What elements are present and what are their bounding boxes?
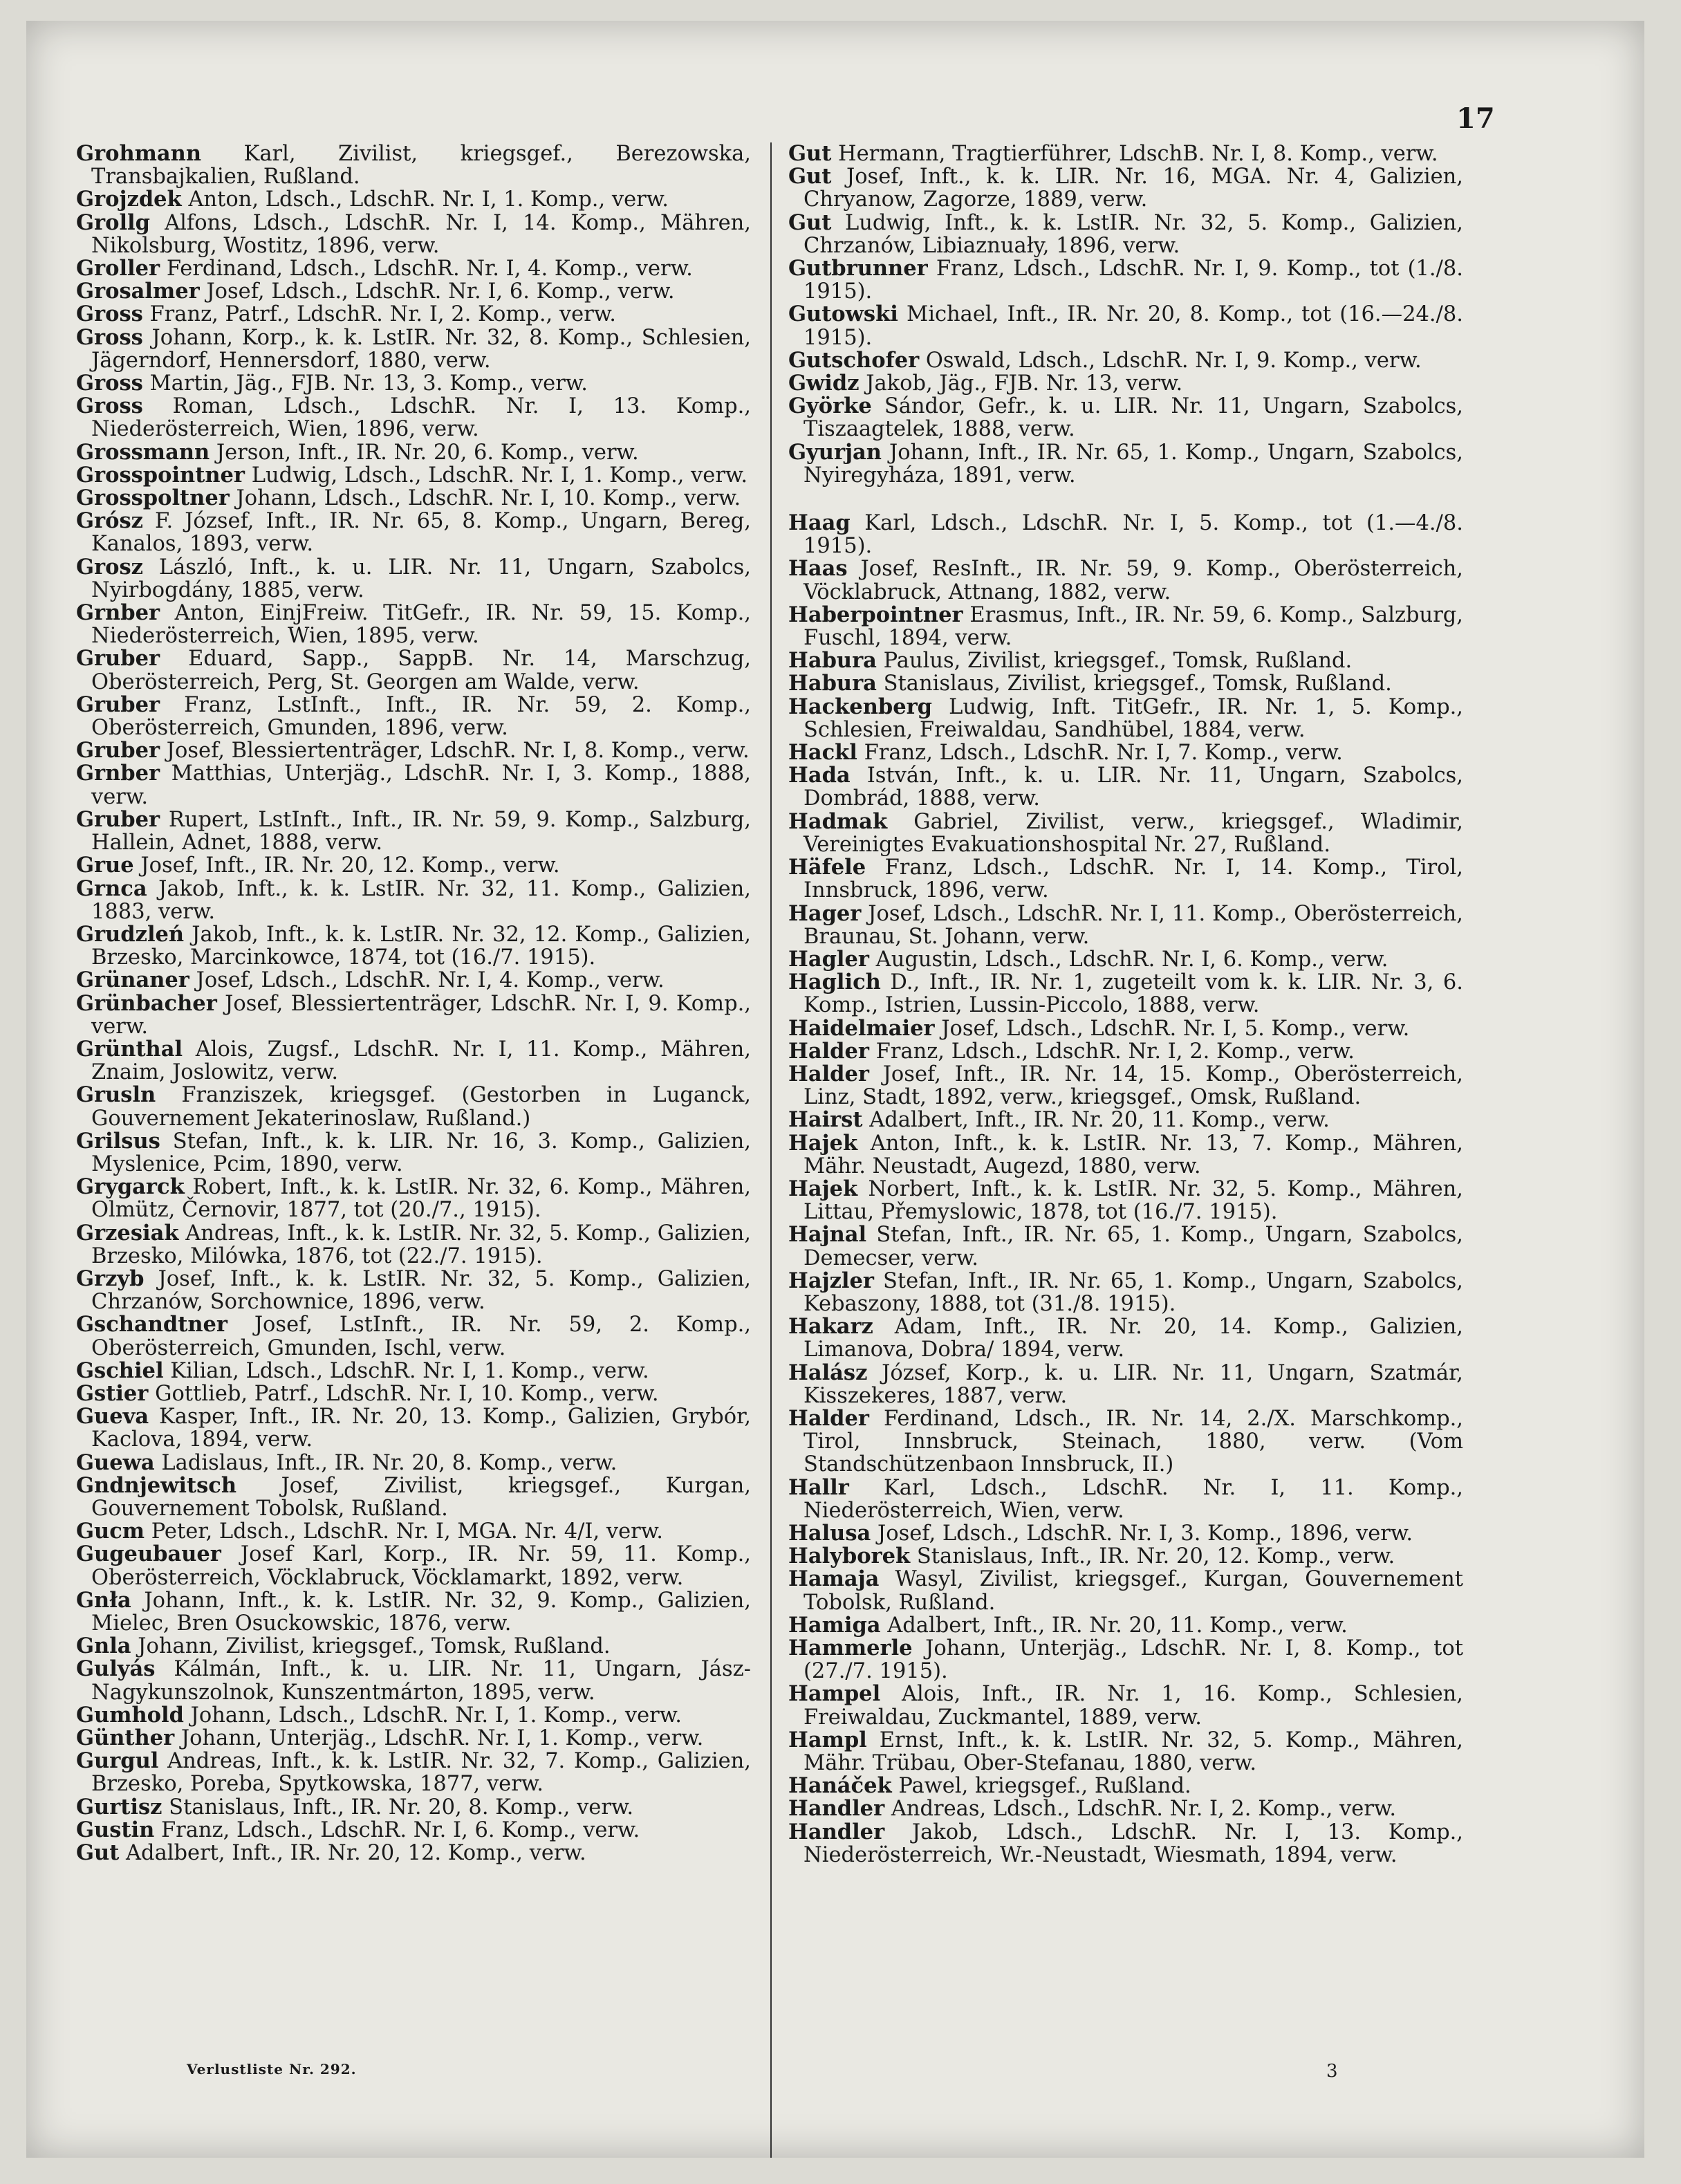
entry-surname: Grnber bbox=[76, 761, 160, 786]
page-number: 17 bbox=[1456, 102, 1495, 135]
entry-surname: Hada bbox=[788, 763, 851, 788]
right-column bbox=[788, 142, 1463, 1867]
casualty-entry bbox=[788, 856, 1463, 902]
casualty-entry bbox=[76, 694, 751, 739]
entry-details: Josef, Inft., IR. Nr. 14, 15. Komp., Oberösterreich, Linz, Stadt, 1892, verw., kriegsgef., Omsk, Rußland. bbox=[804, 1062, 1463, 1110]
entry-surname: Grünthal bbox=[76, 1036, 183, 1062]
casualty-entry bbox=[788, 1545, 1463, 1568]
entry-details: Paulus, Zivilist, kriegsgef., Tomsk, Rußland. bbox=[883, 649, 1353, 674]
casualty-entry bbox=[788, 395, 1463, 441]
casualty-entry bbox=[788, 696, 1463, 741]
entry-details: Alfons, Ldsch., LdschR. Nr. I, 14. Komp., Mähren, Nikolsburg, Wostitz, 1896, verw. bbox=[91, 210, 751, 258]
casualty-entry bbox=[76, 1750, 751, 1795]
casualty-entry bbox=[76, 1819, 751, 1842]
entry-surname: Grygarck bbox=[76, 1174, 185, 1200]
entry-surname: Hajzler bbox=[788, 1268, 874, 1293]
casualty-entry bbox=[788, 604, 1463, 649]
entry-details: Anton, EinjFreiw. TitGefr., IR. Nr. 59, 15. Komp., Niederösterreich, Wien, 1895, verw. bbox=[91, 601, 751, 649]
casualty-entry bbox=[76, 1382, 751, 1405]
entry-surname: Gut bbox=[788, 141, 832, 166]
entry-details: Josef, Ldsch., LdschR. Nr. I, 3. Komp., 1896, verw. bbox=[877, 1521, 1413, 1546]
casualty-entry bbox=[788, 971, 1463, 1017]
entry-surname: Gurgul bbox=[76, 1748, 159, 1774]
entry-surname: Gross bbox=[76, 371, 143, 396]
entry-surname: Hajnal bbox=[788, 1222, 867, 1248]
entry-details: Gottlieb, Patrf., LdschR. Nr. I, 10. Komp., verw. bbox=[155, 1381, 659, 1406]
casualty-entry bbox=[76, 808, 751, 854]
entry-details: Josef, Blessiertenträger, LdschR. Nr. I, 8. Komp., verw. bbox=[166, 739, 750, 764]
entry-details: Jakob, Inft., k. k. LstIR. Nr. 32, 12. Komp., Galizien, Brzesko, Marcinkowce, 1874, tot (16./7. 1915). bbox=[91, 922, 751, 970]
entry-surname: Grünaner bbox=[76, 968, 189, 993]
casualty-entry bbox=[76, 762, 751, 808]
casualty-entry bbox=[76, 188, 751, 211]
entry-details: Josef, Zivilist, kriegsgef., Kurgan, Gouvernement Tobolsk, Rußland. bbox=[91, 1473, 751, 1521]
casualty-entry bbox=[788, 900, 1463, 949]
entry-surname: Gschandtner bbox=[76, 1312, 227, 1338]
entry-details: Franz, Ldsch., LdschR. Nr. I, 6. Komp., verw. bbox=[160, 1817, 640, 1842]
entry-surname: Hager bbox=[788, 900, 862, 926]
entry-details: Hermann, Tragtierführer, LdschB. Nr. I, 8. Komp., verw. bbox=[838, 142, 1438, 166]
entry-details: Jakob, Jäg., FJB. Nr. 13, verw. bbox=[866, 371, 1183, 396]
entry-surname: Gutowski bbox=[788, 302, 898, 327]
casualty-entry bbox=[76, 395, 751, 441]
casualty-entry bbox=[76, 280, 751, 303]
entry-details: István, Inft., k. u. LIR. Nr. 11, Ungarn, Szabolcs, Dombrád, 1888, verw. bbox=[804, 764, 1463, 811]
entry-details: Eduard, Sapp., SappB. Nr. 14, Marschzug, Oberösterreich, Perg, St. Georgen am Walde, verw. bbox=[91, 647, 752, 694]
entry-details: Franz, Ldsch., LdschR. Nr. I, 7. Komp., verw. bbox=[864, 741, 1343, 766]
entry-surname: Halusa bbox=[788, 1520, 871, 1546]
casualty-entry bbox=[788, 1797, 1463, 1820]
entry-surname: Gurtisz bbox=[76, 1794, 162, 1820]
entry-surname: Gucm bbox=[76, 1519, 145, 1544]
casualty-entry bbox=[76, 1452, 751, 1474]
entry-surname: Haglich bbox=[788, 970, 881, 995]
casualty-entry bbox=[788, 303, 1463, 349]
column-divider bbox=[770, 142, 772, 2158]
casualty-entry bbox=[76, 854, 751, 877]
entry-details: Robert, Inft., k. k. LstIR. Nr. 32, 6. Komp., Mähren, Olmütz, Černovir, 1877, tot (20./7., 1915). bbox=[91, 1175, 751, 1223]
entry-details: Ludwig, Ldsch., LdschR. Nr. I, 1. Komp., verw. bbox=[251, 463, 748, 488]
entry-surname: Gruber bbox=[76, 806, 160, 832]
casualty-entry bbox=[76, 602, 751, 647]
entry-surname: Hamaja bbox=[788, 1566, 880, 1592]
entry-details: F. József, Inft., IR. Nr. 65, 8. Komp., Ungarn, Bereg, Kanalos, 1893, verw. bbox=[91, 509, 751, 557]
entry-details: Josef, ResInft., IR. Nr. 59, 9. Komp., Oberösterreich, Vöcklabruck, Attnang, 1882, verw. bbox=[804, 557, 1463, 604]
entry-surname: Grossmann bbox=[76, 439, 210, 465]
entry-surname: Grosalmer bbox=[76, 279, 200, 304]
entry-details: Stanislaus, Zivilist, kriegsgef., Tomsk, Rußland. bbox=[883, 672, 1392, 696]
entry-surname: Grosspoltner bbox=[76, 485, 230, 511]
entry-surname: Habura bbox=[788, 671, 877, 696]
entry-details: Alois, Zugsf., LdschR. Nr. I, 11. Komp., Mähren, Znaim, Joslowitz, verw. bbox=[91, 1037, 751, 1085]
entry-details: Erasmus, Inft., IR. Nr. 59, 6. Komp., Salzburg, Fuschl, 1894, verw. bbox=[804, 602, 1463, 651]
entry-details: Stanislaus, Inft., IR. Nr. 20, 8. Komp., verw. bbox=[169, 1795, 634, 1820]
entry-surname: Guewa bbox=[76, 1450, 155, 1475]
entry-details: Johann, Unterjäg., LdschR. Nr. I, 8. Komp., tot (27./7. 1915). bbox=[804, 1636, 1463, 1684]
entry-surname: Hajek bbox=[788, 1176, 858, 1201]
entry-surname: Grojzdek bbox=[76, 187, 182, 212]
entry-surname: Handler bbox=[788, 1819, 885, 1844]
entry-details: Johann, Inft., IR. Nr. 65, 1. Komp., Ungarn, Szabolcs, Nyiregyháza, 1891, verw. bbox=[804, 440, 1463, 488]
casualty-entry bbox=[76, 1176, 751, 1221]
entry-details: Ladislaus, Inft., IR. Nr. 20, 8. Komp., verw. bbox=[161, 1450, 617, 1475]
entry-details: Andreas, Inft., k. k. LstIR. Nr. 32, 5. Komp., Galizien, Brzesko, Milówka, 1876, tot (22./7. 1915). bbox=[91, 1221, 751, 1268]
entry-details: Karl, Ldsch., LdschR. Nr. I, 11. Komp., Niederösterreich, Wien, verw. bbox=[804, 1475, 1463, 1523]
entry-details: Adalbert, Inft., IR. Nr. 20, 12. Komp., verw. bbox=[126, 1841, 586, 1866]
entry-surname: Habura bbox=[788, 648, 877, 674]
entry-surname: Haberpointner bbox=[788, 602, 963, 627]
entry-details: Johann, Unterjäg., LdschR. Nr. I, 1. Komp., verw. bbox=[180, 1726, 704, 1751]
entry-surname: Grollg bbox=[76, 210, 150, 235]
casualty-entry bbox=[788, 1178, 1463, 1223]
entry-surname: Gut bbox=[788, 164, 832, 189]
entry-details: Pawel, kriegsgef., Rußland. bbox=[898, 1774, 1191, 1799]
casualty-entry bbox=[788, 948, 1463, 971]
casualty-entry bbox=[788, 1637, 1463, 1683]
casualty-entry bbox=[788, 1109, 1463, 1131]
casualty-entry bbox=[76, 1589, 751, 1635]
casualty-entry bbox=[788, 1063, 1463, 1109]
entry-surname: Hajek bbox=[788, 1130, 858, 1156]
entry-details: Johann, Zivilist, kriegsgef., Tomsk, Rußland. bbox=[138, 1634, 611, 1659]
casualty-entry bbox=[76, 923, 751, 969]
casualty-entry bbox=[76, 1405, 751, 1451]
entry-details: Augustin, Ldsch., LdschR. Nr. I, 6. Komp., verw. bbox=[875, 947, 1389, 972]
entry-surname: Gutbrunner bbox=[788, 256, 928, 281]
entry-details: Alois, Inft., IR. Nr. 1, 16. Komp., Schlesien, Freiwaldau, Zuckmantel, 1889, verw. bbox=[804, 1682, 1464, 1730]
entry-surname: Gstier bbox=[76, 1380, 149, 1406]
casualty-entry bbox=[76, 969, 751, 992]
entry-details: Stefan, Inft., IR. Nr. 65, 1. Komp., Ungarn, Szabolcs, Demecser, verw. bbox=[804, 1223, 1463, 1270]
entry-surname: Grudzleń bbox=[76, 921, 185, 947]
entry-details: Oswald, Ldsch., LdschR. Nr. I, 9. Komp., verw. bbox=[925, 348, 1422, 373]
entry-surname: Hadmak bbox=[788, 808, 888, 834]
casualty-entry bbox=[788, 212, 1463, 257]
entry-surname: Hakarz bbox=[788, 1314, 873, 1340]
casualty-entry bbox=[788, 1132, 1463, 1178]
entry-surname: Györke bbox=[788, 394, 872, 419]
entry-surname: Grohmann bbox=[76, 141, 202, 166]
casualty-entry bbox=[76, 510, 751, 555]
entry-surname: Gross bbox=[76, 302, 143, 327]
casualty-entry bbox=[788, 649, 1463, 672]
entry-details: Kálmán, Inft., k. u. LIR. Nr. 11, Ungarn, Jász-Nagykunszolnok, Kunszentmárton, 1895, verw. bbox=[91, 1657, 751, 1705]
entry-surname: Grue bbox=[76, 853, 134, 878]
casualty-entry bbox=[788, 557, 1463, 603]
entry-details: Jerson, Inft., IR. Nr. 20, 6. Komp., verw. bbox=[216, 440, 639, 465]
casualty-entry bbox=[788, 1568, 1463, 1613]
entry-surname: Gschiel bbox=[76, 1358, 164, 1383]
entry-surname: Halder bbox=[788, 1061, 869, 1086]
entry-details: D., Inft., IR. Nr. 1, zugeteilt vom k. k. LIR. Nr. 3, 6. Komp., Istrien, Lussin-Piccolo, 1888, verw. bbox=[804, 970, 1463, 1018]
casualty-entry bbox=[788, 1315, 1463, 1361]
entry-surname: Gruber bbox=[76, 738, 160, 764]
entry-surname: Grusln bbox=[76, 1082, 156, 1108]
casualty-entry bbox=[76, 1038, 751, 1084]
entry-details: Josef, Inft., IR. Nr. 20, 12. Komp., verw. bbox=[140, 853, 560, 878]
entry-surname: Gut bbox=[788, 210, 832, 235]
entry-surname: Grzyb bbox=[76, 1266, 145, 1291]
entry-surname: Häfele bbox=[788, 855, 866, 880]
entry-surname: Groller bbox=[76, 256, 160, 281]
entry-details: Johann, Ldsch., LdschR. Nr. I, 1. Komp., verw. bbox=[190, 1703, 682, 1728]
casualty-entry bbox=[788, 1017, 1463, 1040]
casualty-entry bbox=[788, 1270, 1463, 1315]
entry-details: Rupert, LstInft., Inft., IR. Nr. 59, 9. Komp., Salzburg, Hallein, Adnet, 1888, verw. bbox=[91, 807, 751, 855]
document-page bbox=[26, 21, 1644, 2158]
casualty-entry bbox=[76, 1704, 751, 1727]
entry-surname: Gross bbox=[76, 394, 143, 419]
entry-surname: Gutschofer bbox=[788, 347, 920, 373]
entry-details: Josef Karl, Korp., IR. Nr. 59, 11. Komp., Oberösterreich, Vöcklabruck, Vöcklamarkt, 1892, verw. bbox=[91, 1542, 751, 1590]
entry-details: Adalbert, Inft., IR. Nr. 20, 11. Komp., verw. bbox=[887, 1613, 1348, 1638]
casualty-entry bbox=[76, 326, 751, 372]
casualty-entry bbox=[76, 556, 751, 602]
entry-details: Josef, Ldsch., LdschR. Nr. I, 6. Komp., verw. bbox=[206, 279, 675, 304]
entry-surname: Haidelmaier bbox=[788, 1015, 935, 1041]
entry-surname: Gugeubauer bbox=[76, 1542, 221, 1567]
entry-surname: Hammerle bbox=[788, 1636, 913, 1660]
entry-surname: Grnber bbox=[76, 600, 160, 626]
entry-details: Wasyl, Zivilist, kriegsgef., Kurgan, Gouvernement Tobolsk, Rußland. bbox=[804, 1567, 1463, 1615]
entry-details: Josef, Ldsch., LdschR. Nr. I, 5. Komp., verw. bbox=[941, 1016, 1410, 1041]
entry-surname: Halder bbox=[788, 1405, 869, 1431]
casualty-entry bbox=[788, 372, 1463, 395]
entry-surname: Günther bbox=[76, 1725, 175, 1751]
entry-details: Andreas, Inft., k. k. LstIR. Nr. 32, 7. Komp., Galizien, Brzesko, Poreba, Spytkowska, 1877, verw. bbox=[91, 1749, 751, 1797]
entry-surname: Gueva bbox=[76, 1404, 149, 1429]
casualty-entry bbox=[76, 1222, 751, 1268]
entry-surname: Hagler bbox=[788, 946, 869, 972]
entry-surname: Gnla bbox=[76, 1634, 131, 1659]
entry-details: Ludwig, Inft., k. k. LstIR. Nr. 32, 5. Komp., Galizien, Chrzanów, Libiaznuały, 1896, verw. bbox=[804, 210, 1463, 258]
casualty-entry bbox=[788, 1821, 1463, 1867]
entry-surname: Halyborek bbox=[788, 1544, 911, 1569]
entry-surname: Gruber bbox=[76, 646, 160, 672]
entry-surname: Hackenberg bbox=[788, 694, 932, 719]
casualty-entry bbox=[76, 1313, 751, 1359]
entry-surname: Hallr bbox=[788, 1474, 849, 1500]
casualty-entry bbox=[76, 1543, 751, 1589]
entry-details: Franz, Patrf., LdschR. Nr. I, 2. Komp., verw. bbox=[149, 302, 616, 327]
casualty-entry bbox=[76, 1268, 751, 1313]
entry-surname: Grzesiak bbox=[76, 1220, 179, 1246]
entry-surname: Haas bbox=[788, 556, 848, 582]
entry-details: Josef, Ldsch., LdschR. Nr. I, 4. Komp., verw. bbox=[196, 968, 665, 993]
entry-details: Johann, Korp., k. k. LstIR. Nr. 32, 8. Komp., Schlesien, Jägerndorf, Hennersdorf, 1880, verw. bbox=[91, 325, 751, 373]
sheet-mark: 3 bbox=[1326, 2061, 1338, 2082]
casualty-entry bbox=[76, 1727, 751, 1750]
casualty-entry bbox=[76, 142, 751, 188]
casualty-entry bbox=[788, 1040, 1463, 1063]
entry-details: Sándor, Gefr., k. u. LIR. Nr. 11, Ungarn, Szabolcs, Tiszaagtelek, 1888, verw. bbox=[804, 394, 1463, 442]
casualty-entry bbox=[76, 1658, 751, 1703]
entry-details: Franziszek, kriegsgef. (Gestorben in Luganck, Gouvernement Jekaterinoslaw, Rußland.) bbox=[91, 1083, 751, 1131]
entry-surname: Gndnjewitsch bbox=[76, 1472, 237, 1498]
entry-surname: Halder bbox=[788, 1038, 869, 1064]
casualty-entry bbox=[788, 349, 1463, 372]
entry-details: Franz, Ldsch., LdschR. Nr. I, 14. Komp., Tirol, Innsbruck, 1896, verw. bbox=[804, 855, 1463, 903]
entry-details: Franz, LstInft., Inft., IR. Nr. 59, 2. Komp., Oberösterreich, Gmunden, 1896, verw. bbox=[91, 692, 751, 741]
casualty-entry bbox=[788, 1729, 1463, 1775]
casualty-entry bbox=[788, 1522, 1463, 1545]
entry-surname: Gnła bbox=[76, 1587, 131, 1613]
casualty-entry bbox=[76, 1520, 751, 1543]
casualty-entry bbox=[76, 1635, 751, 1658]
entry-details: Karl, Ldsch., LdschR. Nr. I, 5. Komp., tot (1.—4./8. 1915). bbox=[804, 511, 1464, 559]
casualty-entry bbox=[788, 764, 1463, 810]
entry-details: Ferdinand, Ldsch., LdschR. Nr. I, 4. Komp., verw. bbox=[166, 257, 693, 281]
casualty-entry bbox=[788, 441, 1463, 487]
entry-details: Peter, Ldsch., LdschR. Nr. I, MGA. Nr. 4/I, verw. bbox=[151, 1519, 663, 1544]
entry-details: Jakob, Inft., k. k. LstIR. Nr. 32, 11. Komp., Galizien, 1883, verw. bbox=[91, 876, 751, 924]
entry-surname: Halász bbox=[788, 1360, 868, 1385]
casualty-entry bbox=[788, 165, 1463, 211]
entry-details: Josef, Blessiertenträger, LdschR. Nr. I, 9. Komp., verw. bbox=[91, 991, 751, 1039]
entry-details: Adam, Inft., IR. Nr. 20, 14. Komp., Galizien, Limanova, Dobra/ 1894, verw. bbox=[804, 1315, 1463, 1362]
entry-details: Josef, Inft., k. k. LIR. Nr. 16, MGA. Nr. 4, Galizien, Chryanow, Zagorze, 1889, verw. bbox=[804, 165, 1463, 212]
entry-details: Anton, Inft., k. k. LstIR. Nr. 13, 7. Komp., Mähren, Mähr. Neustadt, Augezd, 1880, verw. bbox=[804, 1131, 1464, 1178]
entry-surname: Gumhold bbox=[76, 1702, 184, 1728]
entry-surname: Grosz bbox=[76, 554, 143, 580]
entry-details: Josef, Inft., k. k. LstIR. Nr. 32, 5. Komp., Galizien, Chrzanów, Sorchownice, 1896, verw. bbox=[91, 1266, 751, 1315]
entry-surname: Gruber bbox=[76, 692, 160, 717]
entry-details: Johann, Inft., k. k. LstIR. Nr. 32, 9. Komp., Galizien, Mielec, Bren Osuckowskic, 1876, verw. bbox=[91, 1588, 751, 1636]
entry-details: Martin, Jäg., FJB. Nr. 13, 3. Komp., verw. bbox=[149, 371, 588, 396]
casualty-entry bbox=[788, 512, 1463, 557]
casualty-entry bbox=[76, 441, 751, 464]
casualty-entry bbox=[76, 1796, 751, 1819]
casualty-entry bbox=[788, 257, 1463, 303]
entry-details: Jakob, Ldsch., LdschR. Nr. I, 13. Komp., Niederösterreich, Wr.-Neustadt, Wiesmath, 1894, verw. bbox=[804, 1820, 1463, 1867]
entry-surname: Haag bbox=[788, 510, 851, 536]
left-column bbox=[76, 142, 751, 1864]
entry-surname: Hackl bbox=[788, 740, 857, 766]
entry-details: Ludwig, Inft. TitGefr., IR. Nr. 1, 5. Komp., Schlesien, Freiwaldau, Sandhübel, 1884, verw. bbox=[804, 694, 1463, 742]
casualty-entry bbox=[788, 672, 1463, 695]
entry-surname: Grilsus bbox=[76, 1128, 160, 1154]
casualty-entry bbox=[76, 1360, 751, 1382]
entry-surname: Hamiga bbox=[788, 1612, 881, 1638]
entry-surname: Hampl bbox=[788, 1727, 867, 1752]
entry-details: Adalbert, Inft., IR. Nr. 20, 11. Komp., verw. bbox=[869, 1108, 1330, 1133]
entry-details: Stanislaus, Inft., IR. Nr. 20, 12. Komp., verw. bbox=[916, 1544, 1395, 1569]
entry-details: Josef, Ldsch., LdschR. Nr. I, 11. Komp., Oberösterreich, Braunau, St. Johann, verw. bbox=[804, 901, 1463, 949]
casualty-entry bbox=[788, 1407, 1463, 1477]
casualty-entry bbox=[788, 741, 1463, 764]
entry-details: Matthias, Unterjäg., LdschR. Nr. I, 3. Komp., 1888, verw. bbox=[91, 761, 751, 809]
casualty-entry bbox=[788, 1775, 1463, 1797]
entry-details: József, Korp., k. u. LIR. Nr. 11, Ungarn, Szatmár, Kisszekeres, 1887, verw. bbox=[804, 1360, 1463, 1408]
entry-details: Franz, Ldsch., LdschR. Nr. I, 2. Komp., verw. bbox=[875, 1039, 1355, 1064]
casualty-entry bbox=[788, 1683, 1463, 1728]
entry-details: Ferdinand, Ldsch., IR. Nr. 14, 2./X. Marschkomp., Tirol, Innsbruck, Steinach, 1880, verw. (Vom Standschützenbaon Innsbruck, II.) bbox=[804, 1406, 1463, 1477]
casualty-entry bbox=[76, 1130, 751, 1176]
entry-details: Stefan, Inft., IR. Nr. 65, 1. Komp., Ungarn, Szabolcs, Kebaszony, 1888, tot (31./8. 1915). bbox=[804, 1268, 1463, 1316]
casualty-entry bbox=[788, 808, 1463, 857]
casualty-entry bbox=[76, 992, 751, 1038]
entry-surname: Hampel bbox=[788, 1681, 881, 1707]
entry-details: Franz, Ldsch., LdschR. Nr. I, 9. Komp., tot (1./8. 1915). bbox=[804, 257, 1464, 304]
casualty-entry bbox=[76, 487, 751, 510]
casualty-entry bbox=[788, 1614, 1463, 1637]
casualty-entry bbox=[76, 303, 751, 326]
casualty-entry bbox=[788, 1362, 1463, 1407]
casualty-entry bbox=[76, 464, 751, 487]
entry-details: Roman, Ldsch., LdschR. Nr. I, 13. Komp., Niederösterreich, Wien, 1896, verw. bbox=[91, 394, 751, 442]
entry-surname: Grósz bbox=[76, 508, 143, 534]
entry-details: László, Inft., k. u. LIR. Nr. 11, Ungarn, Szabolcs, Nyirbogdány, 1885, verw. bbox=[91, 555, 751, 602]
entry-details: Kilian, Ldsch., LdschR. Nr. I, 1. Komp., verw. bbox=[170, 1358, 649, 1383]
casualty-entry bbox=[76, 1842, 751, 1864]
entry-surname: Grünbacher bbox=[76, 990, 217, 1016]
entry-details: Gabriel, Zivilist, verw., kriegsgef., Wladimir, Vereinigtes Evakuationshospital Nr. 27, Rußland. bbox=[804, 809, 1463, 857]
casualty-entry bbox=[76, 647, 751, 693]
entry-details: Norbert, Inft., k. k. LstIR. Nr. 32, 5. Komp., Mähren, Littau, Přemyslowic, 1878, tot (16./7. 1915). bbox=[804, 1176, 1463, 1225]
entry-details: Ernst, Inft., k. k. LstIR. Nr. 32, 5. Komp., Mähren, Mähr. Trübau, Ober-Stefanau, 1880, verw. bbox=[804, 1728, 1463, 1776]
casualty-entry bbox=[788, 1223, 1463, 1269]
entry-details: Johann, Ldsch., LdschR. Nr. I, 10. Komp., verw. bbox=[236, 486, 741, 511]
casualty-entry bbox=[76, 1084, 751, 1129]
entry-details: Karl, Zivilist, kriegsgef., Berezowska, Transbajkalien, Rußland. bbox=[91, 142, 751, 189]
entry-details: Andreas, Ldsch., LdschR. Nr. I, 2. Komp., verw. bbox=[891, 1797, 1397, 1822]
entry-details: Michael, Inft., IR. Nr. 20, 8. Komp., tot (16.—24./8. 1915). bbox=[804, 302, 1463, 350]
casualty-entry bbox=[788, 1474, 1463, 1523]
casualty-entry bbox=[76, 878, 751, 923]
casualty-entry bbox=[76, 257, 751, 280]
entry-surname: Grnca bbox=[76, 876, 147, 901]
entry-surname: Grosspointner bbox=[76, 462, 245, 488]
entry-surname: Hairst bbox=[788, 1107, 863, 1133]
casualty-entry bbox=[76, 739, 751, 762]
casualty-entry bbox=[76, 212, 751, 257]
entry-details: Stefan, Inft., k. k. LIR. Nr. 16, 3. Komp., Galizien, Myslenice, Pcim, 1890, verw. bbox=[91, 1129, 751, 1176]
entry-surname: Gross bbox=[76, 324, 143, 350]
entry-surname: Handler bbox=[788, 1796, 885, 1822]
entry-surname: Gustin bbox=[76, 1817, 155, 1842]
casualty-entry bbox=[76, 372, 751, 395]
casualty-entry bbox=[76, 1474, 751, 1520]
footer-list-number: Verlustliste Nr. 292. bbox=[187, 2061, 357, 2077]
entry-surname: Gulyás bbox=[76, 1656, 156, 1682]
entry-details: Josef, LstInft., IR. Nr. 59, 2. Komp., Oberösterreich, Gmunden, Ischl, verw. bbox=[91, 1313, 751, 1360]
entry-details: Kasper, Inft., IR. Nr. 20, 13. Komp., Galizien, Grybór, Kaclova, 1894, verw. bbox=[91, 1405, 751, 1452]
entry-surname: Hanáček bbox=[788, 1773, 892, 1799]
entry-surname: Gut bbox=[76, 1840, 120, 1866]
casualty-entry bbox=[788, 142, 1463, 165]
entry-details: Anton, Ldsch., LdschR. Nr. I, 1. Komp., verw. bbox=[188, 187, 669, 212]
entry-surname: Gwidz bbox=[788, 371, 860, 396]
entry-surname: Gyurjan bbox=[788, 439, 882, 465]
